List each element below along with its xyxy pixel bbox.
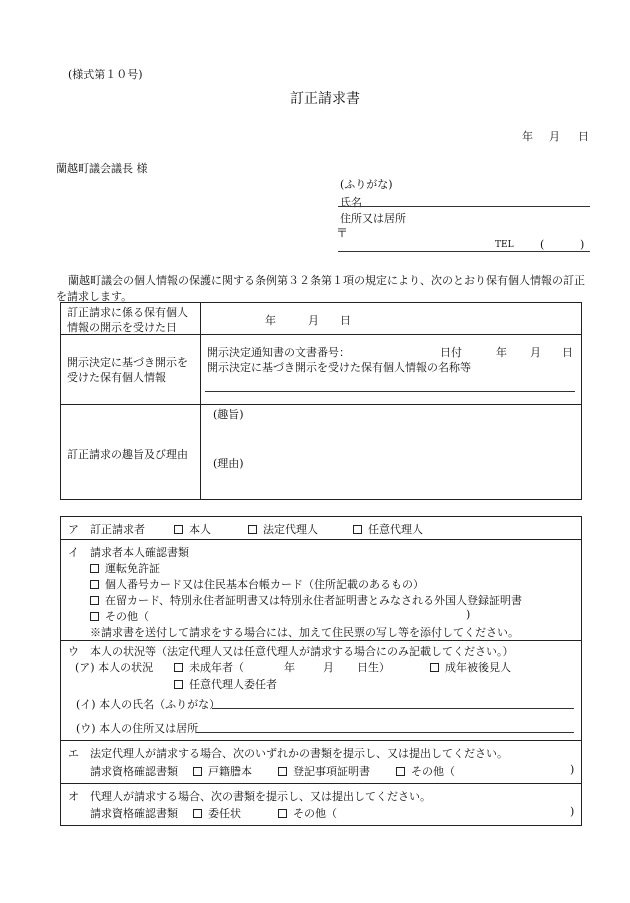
- date-day-label: 日: [578, 130, 589, 143]
- address-line[interactable]: [338, 251, 590, 252]
- option-minor[interactable]: 未成年者（: [174, 659, 244, 675]
- table-divider-vertical: [200, 302, 201, 500]
- doc-day[interactable]: 日: [562, 346, 573, 359]
- option-family-register[interactable]: 戸籍謄本: [193, 763, 252, 779]
- name-line[interactable]: [338, 206, 590, 207]
- principal-address-line[interactable]: [196, 732, 574, 733]
- disclosure-year[interactable]: 年: [265, 314, 276, 327]
- checkbox-legal-other[interactable]: [396, 767, 405, 776]
- reason-label: (理由): [213, 457, 244, 470]
- checkbox-adult-ward[interactable]: [430, 663, 439, 672]
- minor-birth-year[interactable]: 年: [284, 661, 295, 674]
- purpose-label: (趣旨): [213, 408, 244, 421]
- checkbox-my-number-card[interactable]: [90, 580, 99, 589]
- principal-name-line[interactable]: [212, 708, 574, 709]
- legal-agent-docs-sublabel: 請求資格確認書類: [90, 765, 178, 778]
- postal-mark: 〒: [336, 226, 349, 240]
- legal-other-close: ): [570, 763, 575, 776]
- checkbox-family-register[interactable]: [193, 767, 202, 776]
- checkbox-legal-agent[interactable]: [248, 525, 257, 534]
- furigana-label: (ふりがな): [340, 178, 393, 191]
- disclosed-info-label: 開示決定に基づき開示を: [67, 356, 188, 369]
- divider-e: [60, 783, 582, 784]
- id-documents-label: イ 請求者本人確認書類: [68, 546, 189, 559]
- date-month-label: 月: [549, 130, 560, 143]
- disclosure-month[interactable]: 月: [308, 314, 319, 327]
- date-year-label: 年: [522, 130, 533, 143]
- checkbox-other-id[interactable]: [90, 612, 99, 621]
- intro-line-1: 蘭越町議会の個人情報の保護に関する条例第３２条第１項の規定により、次のとおり保有個人情報の訂正: [68, 274, 585, 287]
- intro-line-2: を請求します。: [56, 290, 133, 303]
- minor-birth-day[interactable]: 日生）: [357, 661, 390, 674]
- checkbox-power-of-attorney[interactable]: [193, 809, 202, 818]
- name-label: 氏名: [340, 196, 362, 209]
- legal-agent-docs-label: エ 法定代理人が請求する場合、次のいずれかの書類を提示し、又は提出してください。: [68, 747, 508, 760]
- table-divider-row2: [60, 404, 582, 405]
- option-drivers-license[interactable]: 運転免許証: [90, 560, 160, 576]
- requester-type-label: ア 訂正請求者: [68, 523, 145, 536]
- divider-i: [60, 640, 582, 641]
- doc-month[interactable]: 月: [530, 346, 541, 359]
- option-other-id[interactable]: その他（: [90, 608, 149, 624]
- option-registry-certificate[interactable]: 登記事項証明書: [278, 763, 370, 779]
- checkbox-self[interactable]: [174, 525, 183, 534]
- principal-address-label: (ウ) 本人の住所又は居所: [76, 722, 199, 735]
- agent-docs-label: オ 代理人が請求する場合、次の書類を提示し、又は提出してください。: [68, 790, 431, 803]
- agent-other-close: ): [570, 805, 575, 818]
- option-legal-other[interactable]: その他（: [396, 763, 455, 779]
- option-my-number-card[interactable]: 個人番号カード又は住民基本台帳カード（住所記載のあるもの）: [90, 576, 424, 592]
- tel-label: TEL: [495, 240, 514, 250]
- principal-name-label: (イ) 本人の氏名（ふりがな）: [76, 698, 221, 711]
- doc-number-label: 開示決定通知書の文書番号：: [207, 346, 350, 359]
- tel-paren-close: ): [580, 238, 585, 251]
- checkbox-residence-card[interactable]: [90, 596, 99, 605]
- checkbox-minor[interactable]: [174, 663, 183, 672]
- divider-u: [60, 740, 582, 741]
- info-name-label: 開示決定に基づき開示を受けた保有個人情報の名称等: [207, 361, 471, 374]
- other-id-close: ): [466, 608, 471, 621]
- disclosure-day[interactable]: 日: [340, 314, 351, 327]
- option-residence-card[interactable]: 在留カード、特別永住者証明書又は特別永住者証明書とみなされる外国人登録証明書: [90, 592, 522, 608]
- address-label: 住所又は居所: [340, 212, 406, 225]
- addressee: 蘭越町議会議長 様: [56, 162, 148, 175]
- form-number: (様式第１０号): [68, 68, 143, 81]
- option-agent-other[interactable]: その他（: [278, 805, 337, 821]
- mail-note: ※請求書を送付して請求をする場合には、加えて住民票の写し等を添付してください。: [90, 626, 519, 639]
- checkbox-voluntary-agent[interactable]: [353, 525, 362, 534]
- checkbox-registry-certificate[interactable]: [278, 767, 287, 776]
- option-principal[interactable]: 任意代理人委任者: [174, 676, 277, 692]
- option-voluntary-agent[interactable]: 任意代理人: [353, 521, 423, 537]
- minor-birth-month[interactable]: 月: [323, 661, 334, 674]
- disclosed-info-label-2: 受けた保有個人情報: [67, 371, 166, 384]
- option-legal-agent[interactable]: 法定代理人: [248, 521, 318, 537]
- principal-status-sublabel: (ア) 本人の状況: [75, 661, 154, 674]
- divider-a: [60, 539, 582, 540]
- checkbox-principal[interactable]: [174, 680, 183, 689]
- option-adult-ward[interactable]: 成年被後見人: [430, 659, 511, 675]
- option-power-of-attorney[interactable]: 委任状: [193, 805, 241, 821]
- agent-docs-sublabel: 請求資格確認書類: [90, 807, 178, 820]
- checkbox-drivers-license[interactable]: [90, 564, 99, 573]
- purpose-reason-label: 訂正請求の趣旨及び理由: [67, 448, 188, 461]
- info-name-line[interactable]: [205, 391, 575, 392]
- checkbox-agent-other[interactable]: [278, 809, 287, 818]
- principal-status-label: ウ 本人の状況等（法定代理人又は任意代理人が請求する場合にのみ記載してください。）: [68, 645, 514, 658]
- disclosure-date-label-2: 情報の開示を受けた日: [67, 321, 177, 334]
- doc-year[interactable]: 年: [496, 346, 507, 359]
- page-title: 訂正請求書: [290, 91, 360, 107]
- doc-date-label: 日付: [440, 346, 462, 359]
- tel-paren-open: (: [540, 238, 545, 251]
- option-self[interactable]: 本人: [174, 521, 211, 537]
- disclosure-date-label: 訂正請求に係る保有個人: [67, 306, 188, 319]
